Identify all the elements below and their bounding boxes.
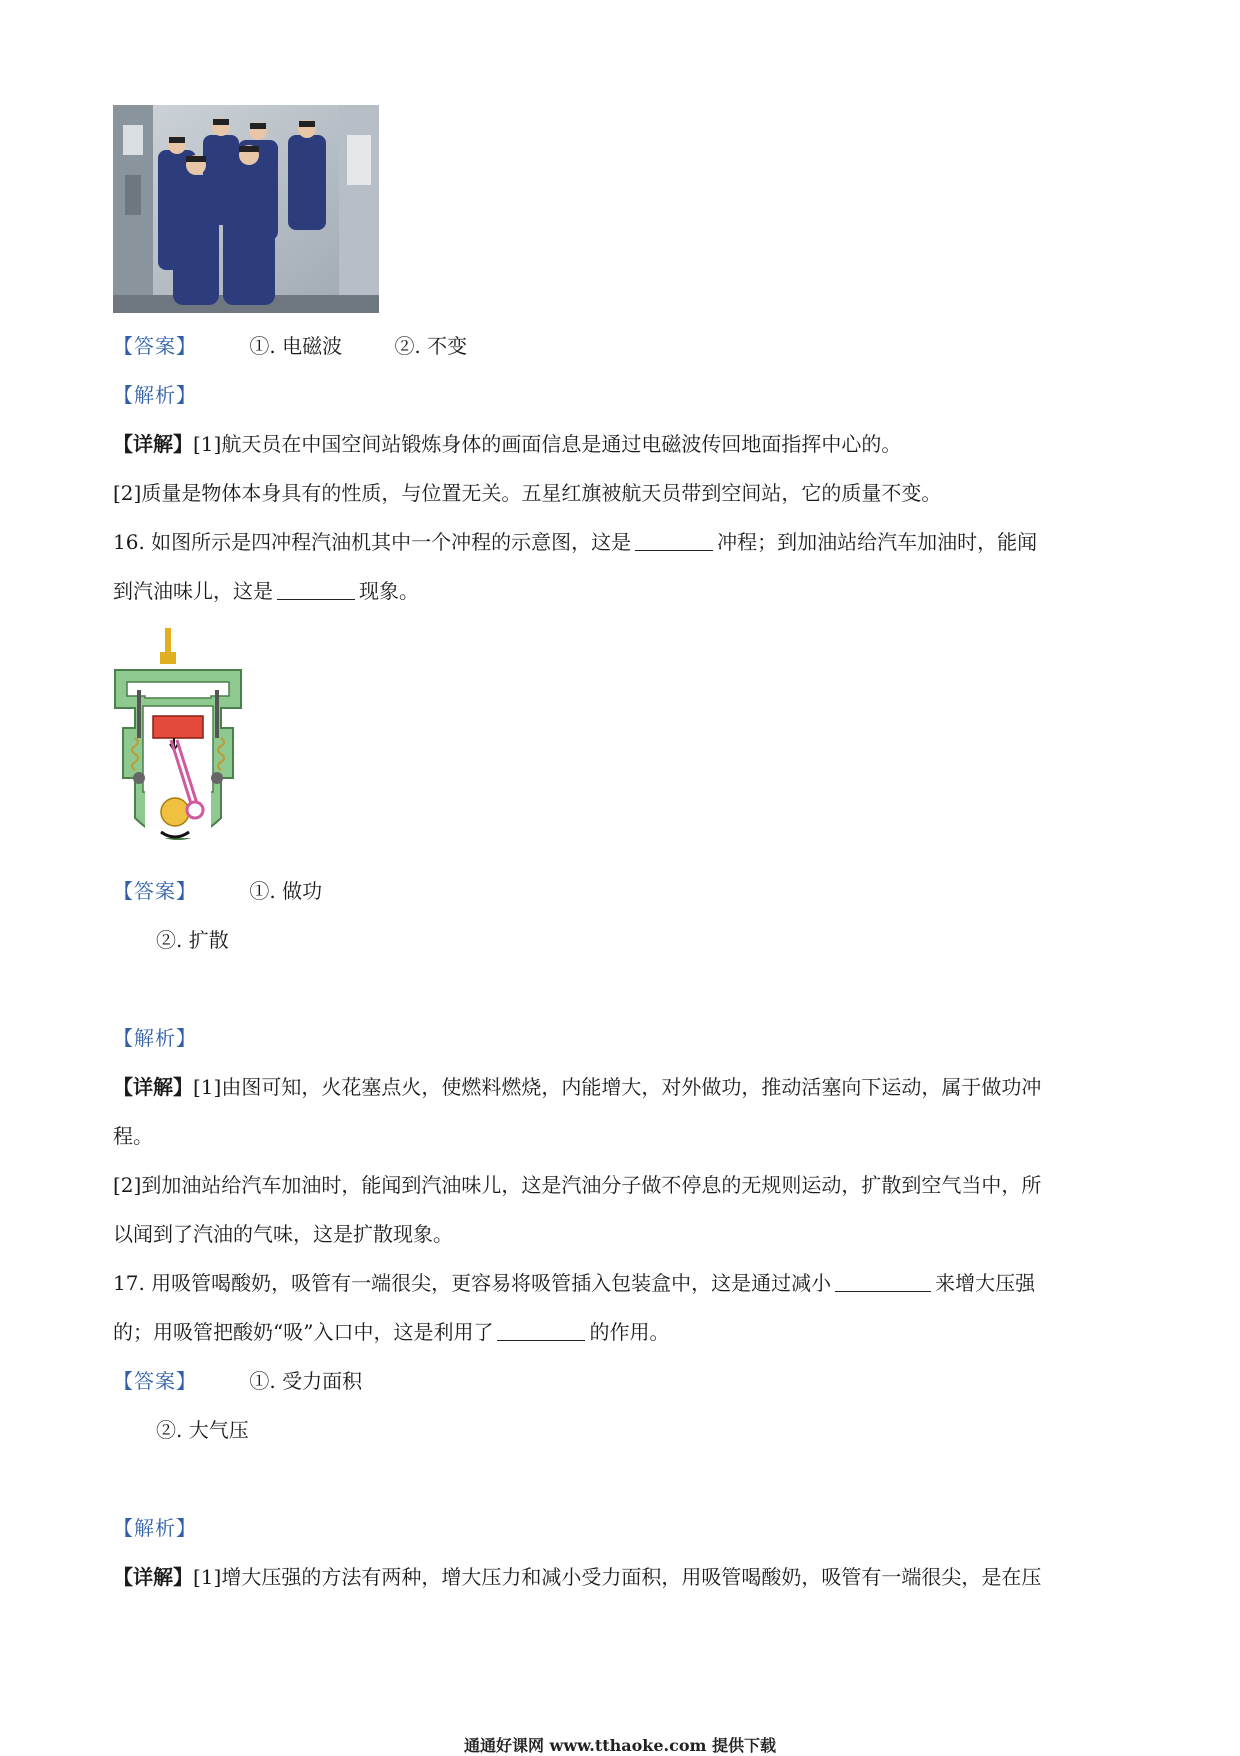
answer-item: ①. 受力面积 <box>249 1369 363 1393</box>
analysis-label: 【解析】 <box>113 383 197 407</box>
fill-blank[interactable] <box>497 1322 585 1341</box>
detail-line: 程。 <box>113 1124 153 1148</box>
fill-blank[interactable] <box>835 1273 931 1292</box>
detail-label: 【详解】 <box>113 1565 193 1589</box>
question-stem-q17-cont <box>113 1319 669 1345</box>
detail-text: [1]由图可知，火花塞点火，使燃料燃烧，内能增大，对外做功，推动活塞向下运动，属于做功冲 <box>193 1075 1042 1099</box>
detail-line <box>113 431 901 457</box>
detail-line: 以闻到了汽油的气味，这是扩散现象。 <box>113 1222 453 1246</box>
answer-label: 【答案】 <box>113 334 197 358</box>
detail-label: 【详解】 <box>113 432 193 456</box>
answer-row-q17 <box>113 1368 362 1394</box>
question-stem-q16 <box>113 529 1037 555</box>
analysis-label: 【解析】 <box>113 1516 197 1540</box>
detail-line: [2]到加油站给汽车加油时，能闻到汽油味儿，这是汽油分子做不停息的无规则运动，扩散到空气当中，所 <box>113 1173 1042 1197</box>
stem-text: 的作用。 <box>589 1320 670 1344</box>
stem-text: 冲程；到加油站给汽车加油时，能闻 <box>717 530 1038 554</box>
answer-item: ②. 大气压 <box>156 1418 249 1442</box>
answer-label: 【答案】 <box>113 1369 197 1393</box>
fill-blank[interactable] <box>635 532 713 551</box>
stem-text: 17. 用吸管喝酸奶，吸管有一端很尖，更容易将吸管插入包装盒中，这是通过减小 <box>113 1271 832 1295</box>
detail-text: [1]航天员在中国空间站锻炼身体的画面信息是通过电磁波传回地面指挥中心的。 <box>193 432 902 456</box>
analysis-label: 【解析】 <box>113 1026 197 1050</box>
stem-text: 的；用吸管把酸奶“吸”入口中，这是利用了 <box>113 1320 494 1344</box>
answer-item: ①. 做功 <box>249 879 323 903</box>
detail-line <box>113 1564 1041 1590</box>
detail-line: [2]质量是物体本身具有的性质，与位置无关。五星红旗被航天员带到空间站，它的质量不变。 <box>113 481 942 505</box>
answer-row-q15 <box>113 333 467 359</box>
stem-text: 16. 如图所示是四冲程汽油机其中一个冲程的示意图，这是 <box>113 530 632 554</box>
answer-row-q16 <box>113 878 322 904</box>
fill-blank[interactable] <box>277 581 355 600</box>
detail-text: [1]增大压强的方法有两种，增大压力和减小受力面积，用吸管喝酸奶，吸管有一端很尖，是在压 <box>193 1565 1042 1589</box>
answer-item: ②. 不变 <box>394 334 468 358</box>
question-stem-q16-cont <box>113 578 419 604</box>
detail-line <box>113 1074 1041 1100</box>
page-footer: 通通好课网 www.tthaoke.com 提供下载 <box>463 1736 777 1755</box>
astronauts-photo <box>113 105 379 313</box>
stem-text: 来增大压强 <box>935 1271 1036 1295</box>
answer-item: ②. 扩散 <box>156 928 229 952</box>
detail-label: 【详解】 <box>113 1075 193 1099</box>
answer-label: 【答案】 <box>113 879 197 903</box>
answer-item: ①. 电磁波 <box>249 334 343 358</box>
stem-text: 到汽油味儿，这是 <box>113 579 273 603</box>
stem-text: 现象。 <box>359 579 419 603</box>
question-stem-q17 <box>113 1270 1035 1296</box>
engine-diagram <box>113 628 243 860</box>
